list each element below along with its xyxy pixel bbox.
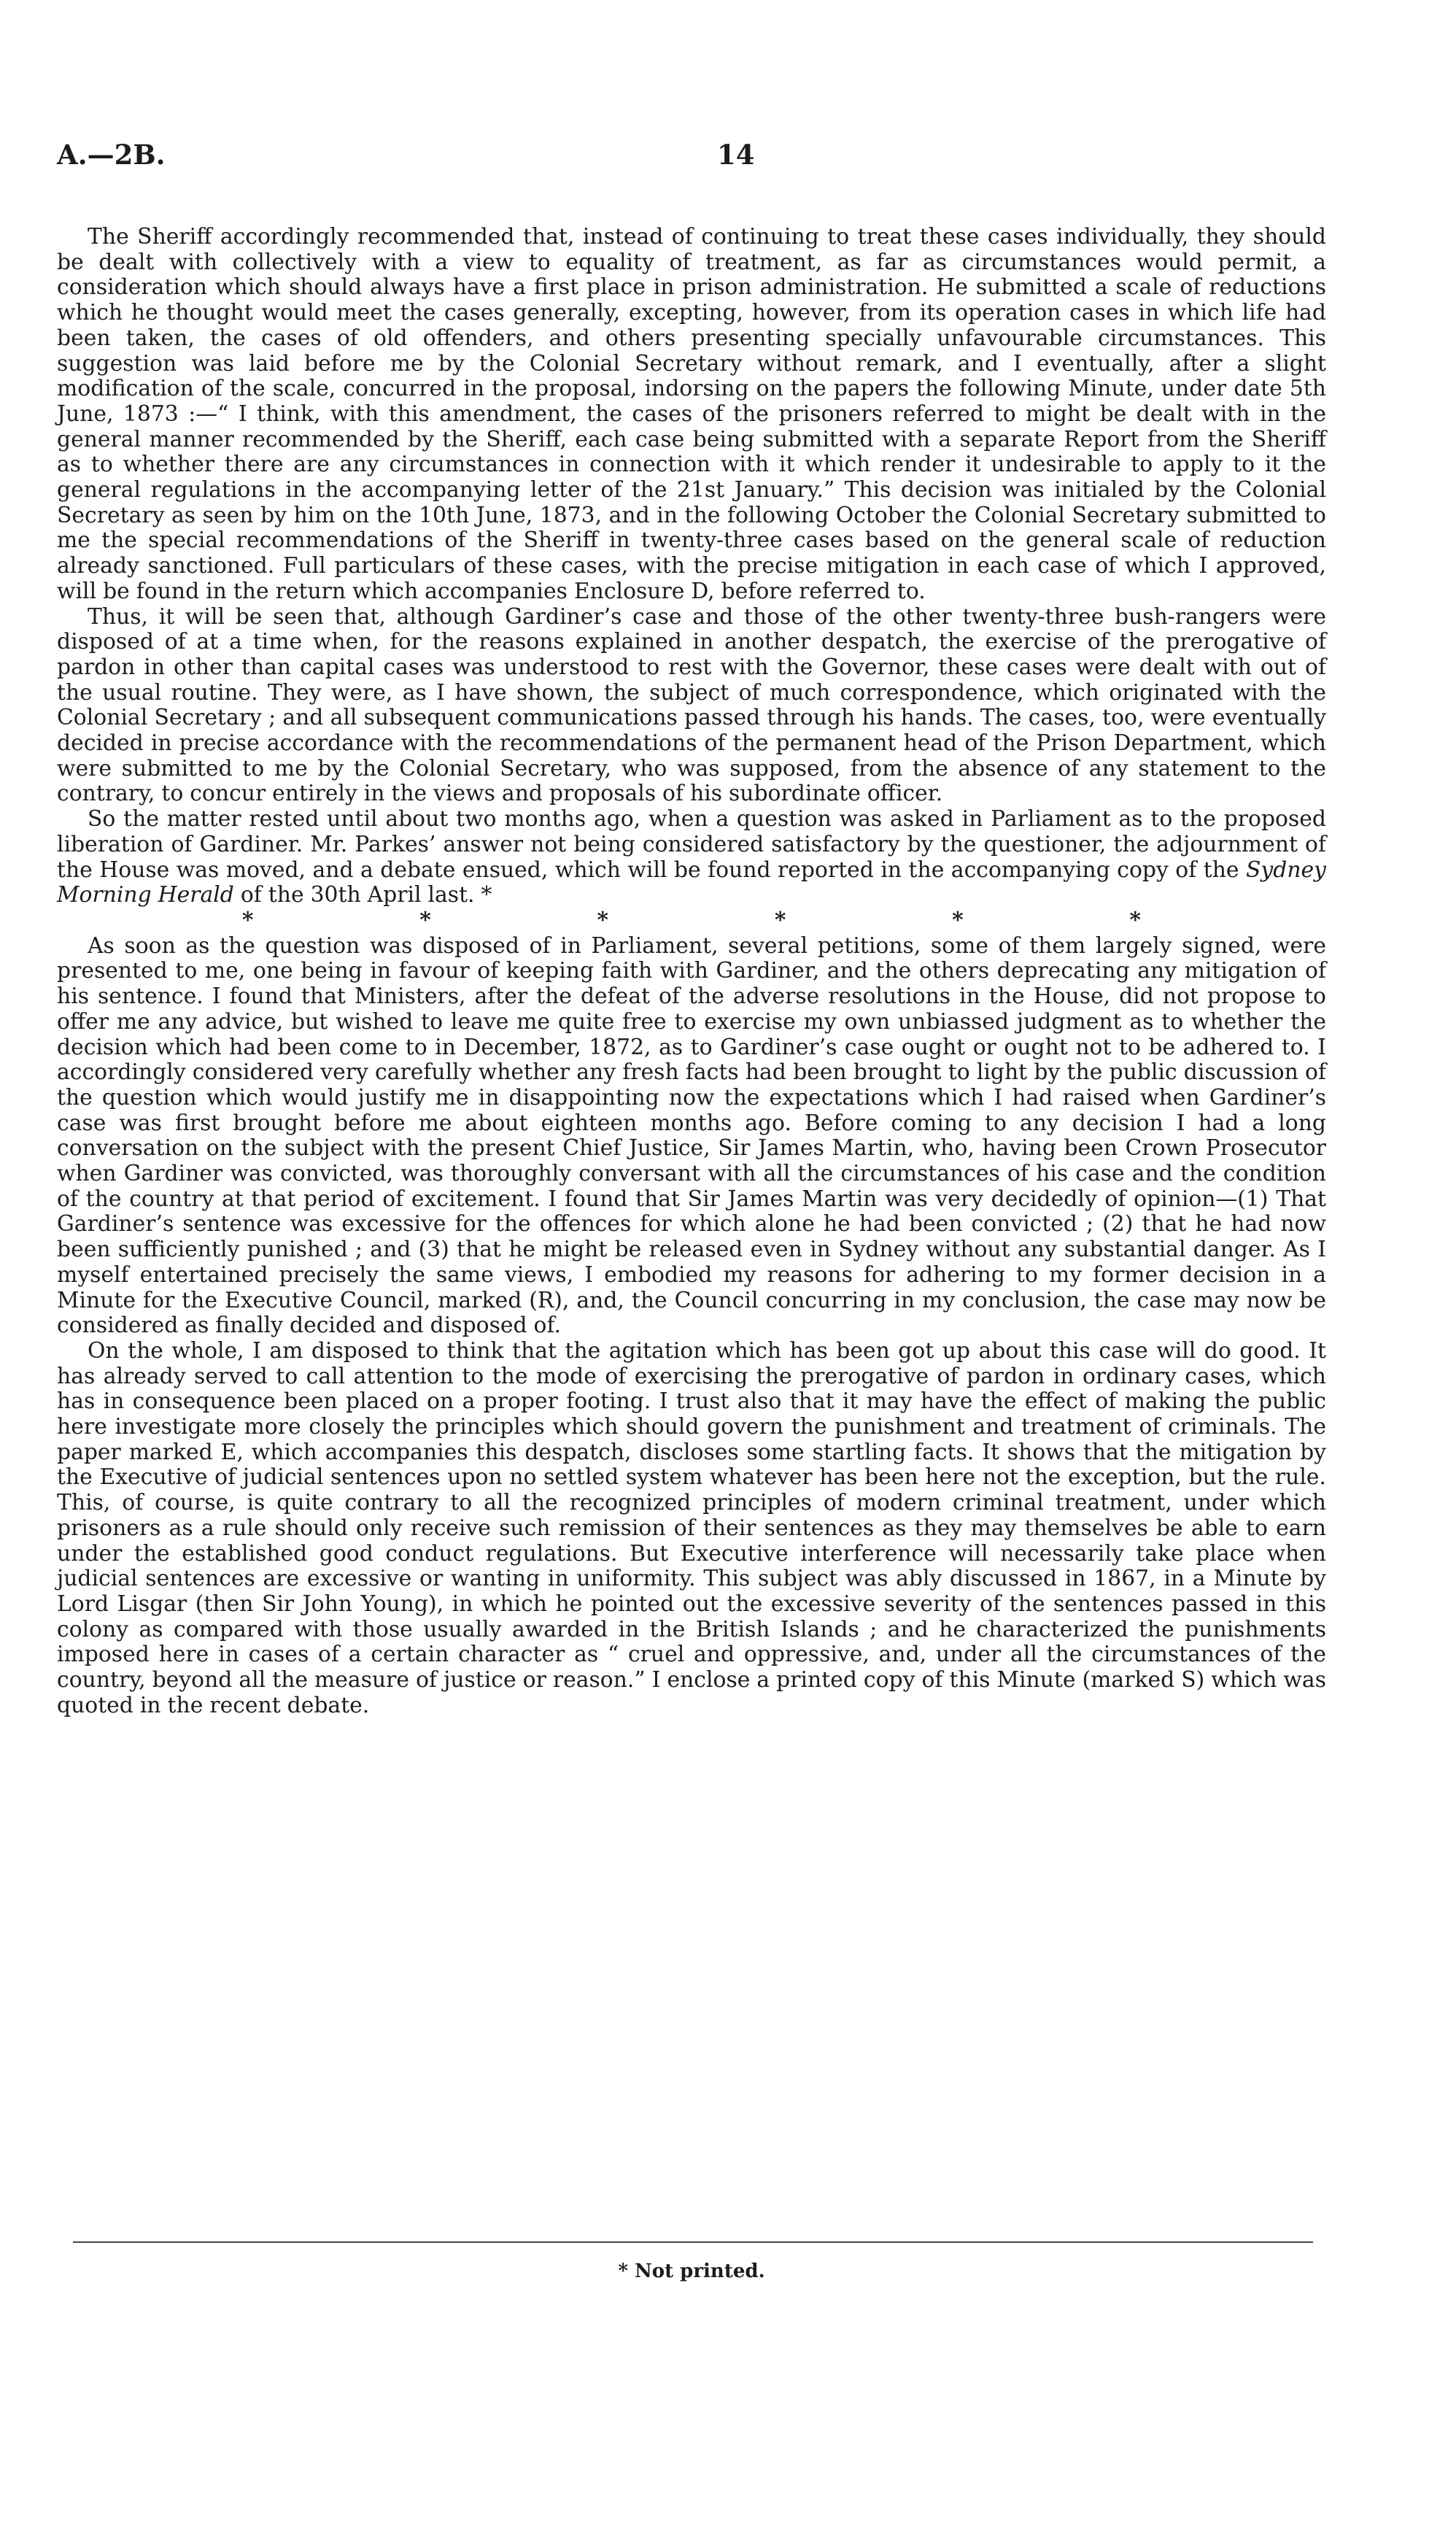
star-mark: * [419, 907, 431, 933]
document-page [57, 0, 1326, 2542]
paragraph-parliament-end: of the 30th April last. * [233, 882, 492, 908]
star-mark: * [774, 907, 786, 933]
omission-stars [57, 908, 1326, 934]
star-mark: * [952, 907, 964, 933]
page-header [57, 139, 1326, 182]
page-number: 14 [717, 139, 755, 171]
document-code: A.—2B. [57, 139, 166, 171]
paragraph-parliament [57, 807, 1326, 908]
paragraph-petitions: As soon as the question was disposed of in Parliament, several petitions, some of them largely signed, were presented to me, one being in favour of keeping faith with Gardiner, and the others deprecating any mitigation of his sentence. I found that Ministers, after the defeat of the adverse resolutions in the House, did not propose to offer me any advice, but wished to leave me quite free to exercise my own unbiassed judgment as to whether the decision which had been come to in December, 1872, as to Gardiner’s case ought or ought not to be adhered to. I accordingly considered very carefully whether any fresh facts had been brought to light by the public discussion of the question which would justify me in disappointing now the expectations which I had raised when Gardiner’s case was first brought before me about eighteen months ago. Before coming to any decision I had a long conversation on the subject with the present Chief Justice, Sir James Martin, who, having been Crown Prosecutor when Gardiner was convicted, was thoroughly conversant with all the circumstances of his case and the condition of the country at that period of excitement. I found that Sir James Martin was very decidedly of opinion—(1) That Gardiner’s sentence was excessive for the offences for which alone he had been convicted ; (2) that he had now been sufficiently punished ; and (3) that he might be released even in Sydney without any substantial danger. As I myself entertained precisely the same views, I embodied my reasons for adhering to my former decision in a Minute for the Executive Council, marked (R), and, the Council concurring in my conclusion, the case may now be considered as finally decided and disposed of. [57, 932, 1326, 1339]
paragraph-agitation: On the whole, I am disposed to think that the agitation which has been got up about this case will do good. It has already served to call attention to the mode of exercising the prerogative of pardon in ordinary cases, which has in consequence been placed on a proper footing. I trust also that it may have the effect of making the public here investigate more closely the principles which should govern the punishment and treatment of criminals. The paper marked E, which accompanies this despatch, discloses some startling facts. It shows that the mitigation by the Executive of judicial sentences upon no settled system whatever has been here not the exception, but the rule. This, of course, is quite contrary to all the recognized principles of modern criminal treatment, under which prisoners as a rule should only receive such remission of their sentences as they may themselves be able to earn under the established good conduct regulations. But Executive interference will necessarily take place when judicial sentences are excessive or wanting in uniformity. This subject was ably discussed in 1867, in a Minute by Lord Lisgar (then Sir John Young), in which he pointed out the excessive severity of the sentences passed in this colony as compared with those usually awarded in the British Islands ; and he characterized the punishments imposed here in cases of a certain character as “ cruel and oppressive, and, under all the circumstances of the country, beyond all the measure of justice or reason.” I enclose a printed copy of this Minute (marked S) which was quoted in the recent debate. [57, 1337, 1326, 1718]
paragraph-parliament-text: So the matter rested until about two months ago, when a question was asked in Parliament as to the proposed liberation of Gardiner. Mr. Parkes’ answer not being considered satisfactory by the questioner, the adjournment of the House was moved, and a debate ensued, which will be found reported in the accompanying copy of the [57, 806, 1326, 883]
star-mark: * [597, 907, 609, 933]
body-text [57, 225, 1326, 1718]
star-mark: * [241, 907, 254, 933]
footnote-divider [73, 2241, 1313, 2243]
paragraph-sheriff: The Sheriff accordingly recommended that, instead of continuing to treat these cases individually, they should be dealt with collectively with a view to equality of treatment, as far as circumstances would permit, a consideration which should always have a first place in prison administration. He submitted a scale of reductions which he thought would meet the cases generally, excepting, however, from its operation cases in which life had been taken, the cases of old offenders, and others presenting specially unfavourable circumstances. This suggestion was laid before me by the Colonial Secretary without remark, and I eventually, after a slight modification of the scale, concurred in the proposal, indorsing on the papers the following Minute, under date 5th June, 1873 :—“ I think, with this amendment, the cases of the prisoners referred to might be dealt with in the general manner recommended by the Sheriff, each case being submitted with a separate Report from the Sheriff as to whether there are any circumstances in connection with it which render it undesirable to apply to it the general regulations in the accompanying letter of the 21st January.” This decision was initialed by the Colonial Secretary as seen by him on the 10th June, 1873, and in the following October the Colonial Secretary submitted to me the special recommendations of the Sheriff in twenty-three cases based on the general scale of reduction already sanctioned. Full particulars of these cases, with the precise mitigation in each case of which I approved, will be found in the return which accompanies Enclosure D, before referred to. [57, 224, 1326, 604]
footnote: * Not printed. [618, 2260, 765, 2282]
paragraph-bushrangers: Thus, it will be seen that, although Gardiner’s case and those of the other twenty-three bush-rangers were disposed of at a time when, for the reasons explained in another despatch, the exercise of the prerogative of pardon in other than capital cases was understood to rest with the Governor, these cases were dealt with out of the usual routine. They were, as I have shown, the subject of much correspondence, which originated with the Colonial Secretary ; and all subsequent communications passed through his hands. The cases, too, were eventually decided in precise accordance with the recommendations of the permanent head of the Prison Department, which were submitted to me by the Colonial Secretary, who was supposed, from the absence of any statement to the contrary, to concur entirely in the views and proposals of his subordinate officer. [57, 603, 1326, 807]
newspaper-title: Sydney Morning Herald [57, 857, 1326, 908]
star-mark: * [1129, 907, 1142, 933]
